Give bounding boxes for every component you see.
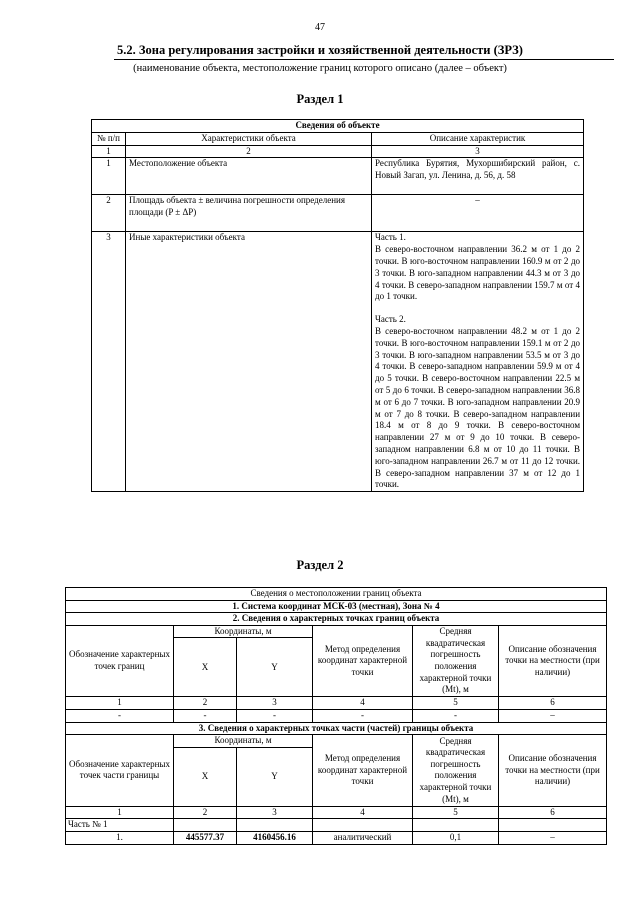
section1-title: Раздел 1 <box>296 92 344 106</box>
object-info-title: Сведения об объекте <box>92 120 584 133</box>
table-row <box>92 158 584 195</box>
row-number: 1 <box>92 158 126 195</box>
point-error: 0,1 <box>413 831 499 844</box>
row-description: Республика Бурятия, Мухоршибирский район, с. Новый Загап, ул. Ленина, д. 56, д. 58 <box>372 158 584 195</box>
header-error: Средняя квадратическая погрешность положения характерной точки (Mt), м <box>413 625 499 697</box>
row-number: 2 <box>92 195 126 232</box>
col-number: 6 <box>499 806 607 819</box>
part-points-title: 3. Сведения о характерных точках части (частей) границы объекта <box>66 722 607 735</box>
col-number: 4 <box>313 806 413 819</box>
table-row <box>66 831 607 844</box>
col-number: 3 <box>372 145 584 158</box>
col-number: 2 <box>126 145 372 158</box>
col-number: 1 <box>66 806 174 819</box>
header-num: № п/п <box>92 132 126 145</box>
table-row <box>66 709 607 722</box>
boundary-table <box>65 587 607 845</box>
header-point-desc: Описание обозначения точки на местности (при наличии) <box>499 625 607 697</box>
page-subheading: (наименование объекта, местоположение границ которого описано (далее – объект) <box>133 63 507 74</box>
row-number: 3 <box>92 232 126 492</box>
col-number: 5 <box>413 806 499 819</box>
header-description: Описание характеристик <box>372 132 584 145</box>
part1-text: В северо-восточном направлении 36.2 м от 1 до 2 точки. В юго-восточном направлении 160.9 м от 2 до 3 точки. В юго-западном направлении 44.3 м от 3 до 4 точки. В северо-западном направлении 159.7 м от 4 до 1 точки. <box>375 244 581 302</box>
table-cell: - <box>174 709 237 722</box>
table-cell: - <box>66 709 174 722</box>
table-row <box>92 195 584 232</box>
header-point-id: Обозначение характерных точек границ <box>66 625 174 697</box>
header-x: X <box>174 747 237 806</box>
col-number: 2 <box>174 806 237 819</box>
object-info-table <box>91 119 584 492</box>
part-label: Часть № 1 <box>66 819 174 832</box>
row-characteristic: Местоположение объекта <box>126 158 372 195</box>
col-number: 2 <box>174 697 237 710</box>
part1-title: Часть 1. <box>375 232 406 243</box>
boundary-table-title: Сведения о местоположении границ объекта <box>66 588 607 601</box>
col-number: 5 <box>413 697 499 710</box>
point-desc: – <box>499 831 607 844</box>
header-method: Метод определения координат характерной точки <box>313 625 413 697</box>
point-y: 4160456.16 <box>237 831 313 844</box>
point-id: 1. <box>66 831 174 844</box>
row-description: – <box>372 195 584 232</box>
table-cell: - <box>413 709 499 722</box>
header-method: Метод определения координат характерной точки <box>313 735 413 807</box>
row-characteristic: Иные характеристики объекта <box>126 232 372 492</box>
header-x: X <box>174 638 237 697</box>
page-heading: 5.2. Зона регулирования застройки и хозяйственной деятельности (ЗРЗ) <box>117 43 523 57</box>
col-number: 1 <box>92 145 126 158</box>
table-cell: - <box>237 709 313 722</box>
table-cell: - <box>313 709 413 722</box>
col-number: 4 <box>313 697 413 710</box>
header-point-id: Обозначение характерных точек части границы <box>66 735 174 807</box>
header-characteristics: Характеристики объекта <box>126 132 372 145</box>
row-description <box>372 232 584 492</box>
part2-title: Часть 2. <box>375 314 406 325</box>
boundary-points-title: 2. Сведения о характерных точках границ объекта <box>66 613 607 626</box>
col-number: 1 <box>66 697 174 710</box>
header-coordinates: Координаты, м <box>174 625 313 638</box>
point-x: 445577.37 <box>174 831 237 844</box>
heading-underline <box>114 59 614 60</box>
header-error: Средняя квадратическая погрешность положения характерной точки (Mt), м <box>413 735 499 807</box>
coordinate-system: 1. Система координат МСК-03 (местная), Зона № 4 <box>66 600 607 613</box>
col-number: 6 <box>499 697 607 710</box>
point-method: аналитический <box>313 831 413 844</box>
col-number: 3 <box>237 806 313 819</box>
table-row <box>92 232 584 492</box>
page-number: 47 <box>315 22 325 33</box>
row-characteristic: Площадь объекта ± величина погрешности определения площади (P ± ΔP) <box>126 195 372 232</box>
header-coordinates: Координаты, м <box>174 735 313 748</box>
section2-title: Раздел 2 <box>296 558 344 572</box>
header-point-desc: Описание обозначения точки на местности (при наличии) <box>499 735 607 807</box>
header-y: Y <box>237 638 313 697</box>
col-number: 3 <box>237 697 313 710</box>
table-cell: – <box>499 709 607 722</box>
header-y: Y <box>237 747 313 806</box>
part2-text: В северо-восточном направлении 48.2 м от 1 до 2 точки. В юго-восточном направлении 159.1 м от 2 до 3 точки. В юго-западном направлении 53.5 м от 3 до 4 точки. В северо-западном направлении 59.9 м от 4 до 5 точки. В северо-восточном направлении 22.5 м от 5 до 6 точки. В северо-западном направлении 36.8 м от 6 до 7 точки. В юго-западном направлении 20.9 м от 7 до 8 точки. В северо-западном направлении 18.4 м от 8 до 9 точки. В северо-восточном направлении 27 м от 9 до 10 точки. В северо-западном направлении 6.8 м от 10 до 11 точки. В юго-западном направлении 26.7 м от 11 до 12 точки. В северо-западном направлении 37 м от 12 до 1 точки. <box>375 325 581 490</box>
